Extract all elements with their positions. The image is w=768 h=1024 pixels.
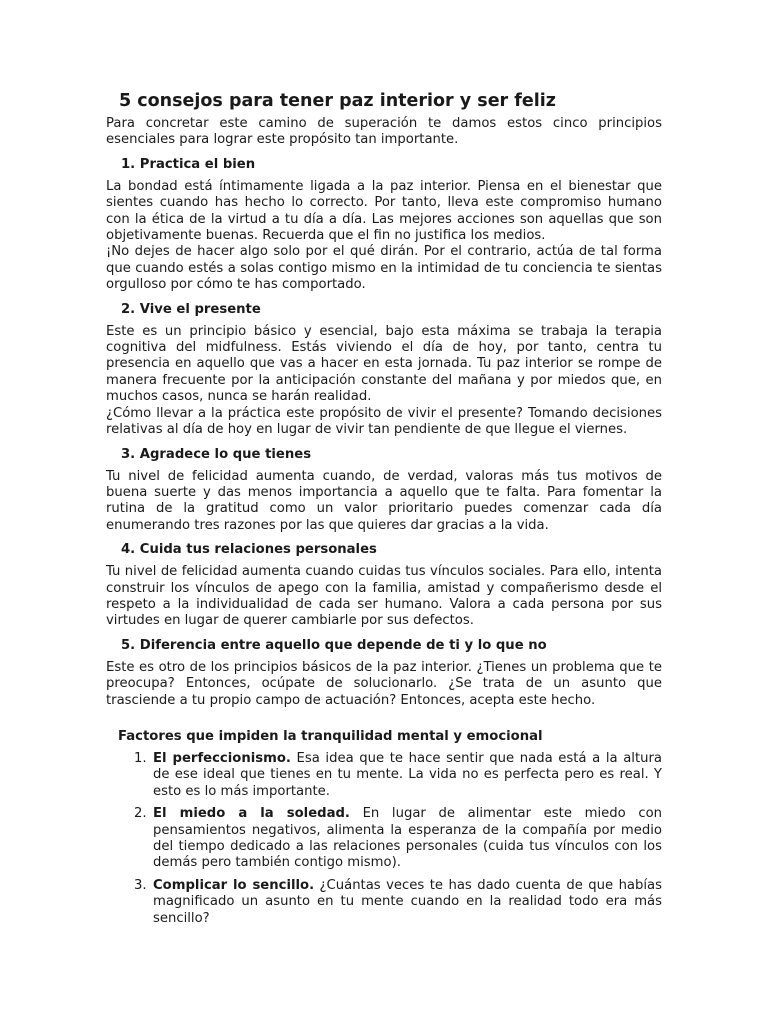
list-item-number: 3.: [134, 877, 147, 893]
tip-2-paragraph-2: ¿Cómo llevar a la práctica este propósito de vivir el presente? Tomando decisiones relativas al día de hoy en lugar de vivir tan pendiente de que llegue el viernes.: [106, 405, 662, 438]
list-item-number: 2.: [134, 806, 147, 822]
document-page: [106, 90, 662, 933]
list-item-text: En lugar de alimentar este miedo con pensamientos negativos, alimenta la esperanza de la compañía por medio del tiempo dedicado a las relaciones personales (cuida tus vínculos con los demás pero también contigo mismo).: [153, 806, 662, 871]
tip-5-paragraph-1: Este es otro de los principios básicos de la paz interior. ¿Tienes un problema que te preocupa? Entonces, ocúpate de solucionarlo. ¿Se trata de un asunto que trasciende a tu propio campo de actuación? Entonces, acepta este hecho.: [106, 659, 662, 708]
tip-2-paragraph-1: Este es un principio básico y esencial, bajo esta máxima se trabaja la terapia cognitiva del midfulness. Estás viviendo el día de hoy, por tanto, centra tu presencia en aquello que vas a hacer en esta jornada. Tu paz interior se rompe de manera frecuente por la anticipación constante del mañana y por miedos que, en muchos casos, nunca se harán realidad.: [106, 323, 662, 405]
list-item: [106, 878, 662, 927]
tip-1-paragraph-2: ¡No dejes de hacer algo solo por el qué dirán. Por el contrario, actúa de tal forma que cuando estés a solas contigo mismo en la intimidad de tu conciencia te sientas orgulloso por cómo te has comportado.: [106, 244, 662, 293]
list-item-text: ¿Cuántas veces te has dado cuenta de que habías magnificado un asunto en tu mente cuando en la realidad todo era más sencillo?: [153, 877, 662, 926]
factors-list: [106, 751, 662, 927]
document-title: 5 consejos para tener paz interior y ser feliz: [119, 91, 556, 111]
list-item: [106, 751, 662, 800]
tip-heading-2: 2. Vive el presente: [121, 301, 261, 317]
list-item-number: 1.: [134, 750, 147, 766]
tip-4-paragraph-1: Tu nivel de felicidad aumenta cuando cuidas tus vínculos sociales. Para ello, intenta construir los vínculos de apego con la familia, amistad y compañerismo desde el respeto a la individualidad de cada ser humano. Valora a cada persona por sus virtudes en lugar de querer cambiarle por sus defectos.: [106, 564, 662, 629]
tip-heading-3: 3. Agradece lo que tienes: [121, 446, 312, 462]
tip-3-paragraph-1: Tu nivel de felicidad aumenta cuando, de verdad, valoras más tus motivos de buena suerte y das menos importancia a aquello que te falta. Para fomentar la rutina de la gratitud como un valor prioritario puedes comenzar cada día enumerando tres razones por las que quieres dar gracias a la vida.: [106, 468, 662, 533]
list-item-term: El perfeccionismo.: [153, 750, 291, 766]
tip-heading-5: 5. Diferencia entre aquello que depende de ti y lo que no: [121, 637, 547, 653]
list-item-text: Esa idea que te hace sentir que nada está a la altura de ese ideal que tienes en tu mente. La vida no es perfecta pero es real. Y esto es lo más importante.: [153, 750, 662, 799]
factors-heading: Factores que impiden la tranquilidad mental y emocional: [118, 728, 543, 744]
list-item: [106, 806, 662, 872]
intro-paragraph: Para concretar este camino de superación te damos estos cinco principios esenciales para lograr este propósito tan importante.: [106, 116, 662, 148]
tip-heading-4: 4. Cuida tus relaciones personales: [121, 542, 377, 558]
list-item-term: Complicar lo sencillo.: [153, 877, 315, 893]
section-spacer: [106, 709, 662, 718]
tip-heading-1: 1. Practica el bien: [121, 156, 256, 172]
list-item-term: El miedo a la soledad.: [153, 806, 350, 822]
tip-1-paragraph-1: La bondad está íntimamente ligada a la paz interior. Piensa en el bienestar que sientes cuando has hecho lo correcto. Por tanto, lleva este compromiso humano con la ética de la virtud a tu día a día. Las mejores acciones son aquellas que son objetivamente buenas. Recuerda que el fin no justifica los medios.: [106, 178, 662, 244]
